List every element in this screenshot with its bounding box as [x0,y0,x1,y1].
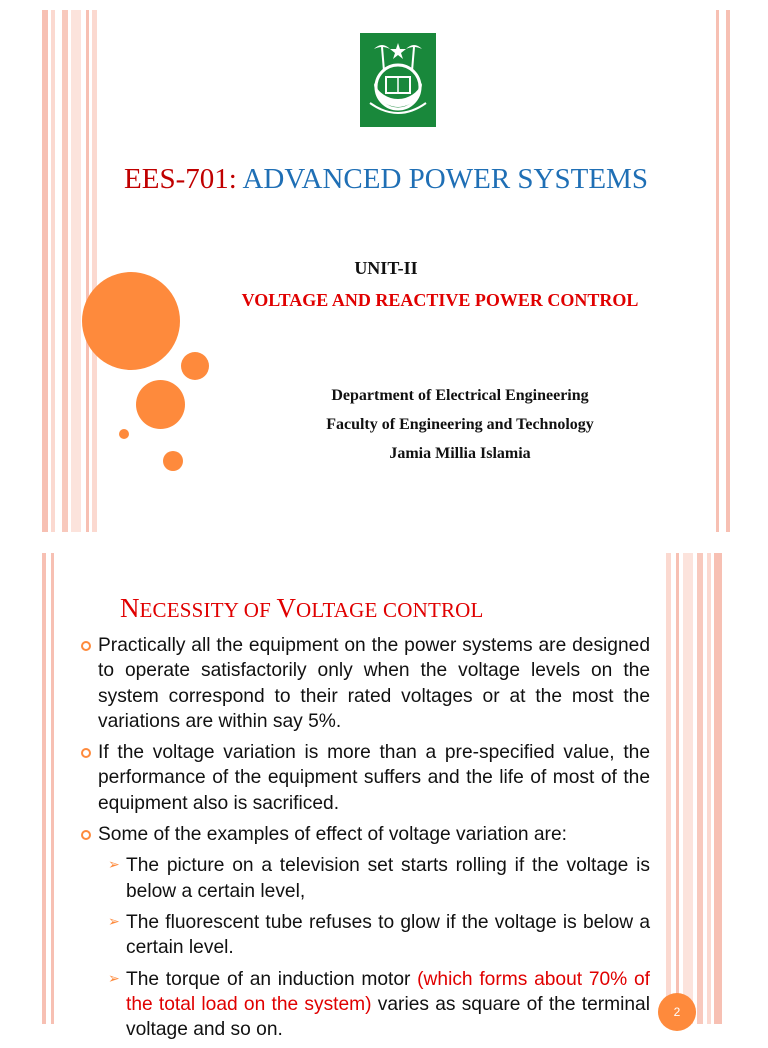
sub-bullet-text: varies as square of the terminal voltage and so on. [126,993,650,1041]
arrow-bullet-icon: ➢ [108,913,120,930]
faculty-name: Faculty of Engineering and Technology [326,416,594,433]
bullet-ring-icon [81,748,91,758]
sub-bullet-text: The fluorescent tube refuses to glow if the voltage is below a certain level. [126,911,650,959]
university-name: Jamia Millia Islamia [389,445,531,462]
heading-rest-2: OLTAGE CONTROL [295,598,484,622]
course-code: EES-701: [124,163,237,195]
decorative-circle [82,272,180,370]
decorative-circle [136,380,185,429]
list-item [80,740,650,816]
bullet-text: If the voltage variation is more than a pre-specified value, the performance of the equipment suffers and the life of most of the equipment also is sacrificed. [98,742,650,814]
slide-body [80,633,650,1048]
title-slide [42,10,730,532]
sub-list-item [80,910,650,961]
university-logo [360,33,436,127]
course-name: ADVANCED POWER SYSTEMS [242,163,648,195]
stripe-decoration [683,553,693,1024]
sub-list-item [80,853,650,904]
stripe-decoration [51,553,54,1024]
bullet-ring-icon [81,641,91,651]
heading-initial-1: N [120,593,140,623]
arrow-bullet-icon: ➢ [108,970,120,987]
heading-initial-2: V [276,593,296,623]
course-title [42,163,730,196]
sub-bullet-text: The torque of an induction motor [126,968,418,990]
decorative-circle [119,429,129,439]
bullet-text: Some of the examples of effect of voltage variation are: [98,824,567,846]
stripe-decoration [676,553,679,1024]
decorative-circle [181,352,209,380]
list-item [80,822,650,847]
bullet-text: Practically all the equipment on the power systems are designed to operate satisfactorily only when the voltage levels on the system correspond to their rated voltages or at the most the variations are within say 5%. [98,635,650,732]
stripe-decoration [666,553,671,1024]
department-name: Department of Electrical Engineering [331,387,589,404]
decorative-circle [163,451,183,471]
slide-subtitle: VOLTAGE AND REACTIVE POWER CONTROL [241,290,639,310]
sub-bullet-text: The picture on a television set starts rolling if the voltage is below a certain level, [126,855,650,902]
page-number-badge: 2 [658,993,696,1031]
heading-rest-1: ECESSITY OF [139,598,277,622]
bullet-ring-icon [81,830,91,840]
highlighted-text: (which forms about 70% of the total load on the system) [126,968,650,1015]
content-slide [42,553,730,1041]
stripe-decoration [42,553,46,1024]
sub-list-item [80,967,650,1043]
list-item [80,633,650,734]
slide-heading [120,593,484,624]
arrow-bullet-icon: ➢ [108,857,120,874]
stripe-decoration [714,553,722,1024]
stripe-decoration [697,553,703,1024]
stripe-decoration [707,553,711,1024]
unit-label: UNIT-II [354,258,418,278]
